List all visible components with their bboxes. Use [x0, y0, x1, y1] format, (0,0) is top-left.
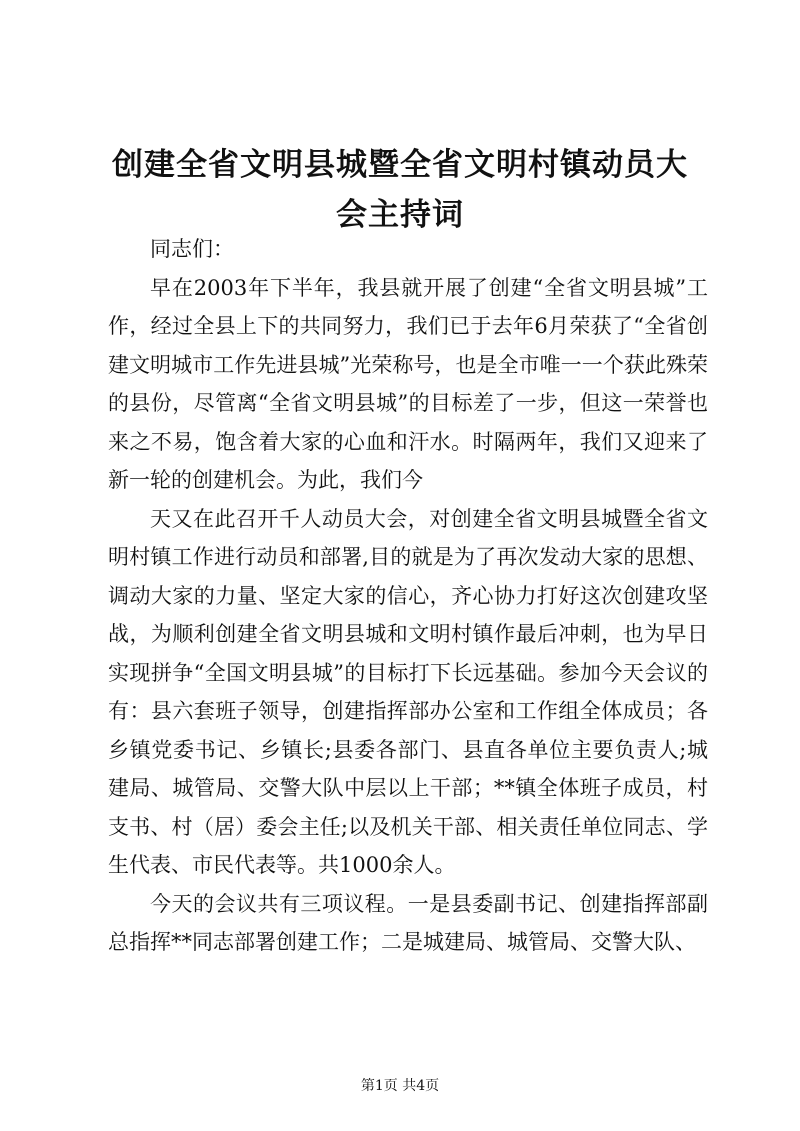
body-paragraph: 今天的会议共有三项议程。一是县委副书记、创建指挥部副总指挥**同志部署创建工作；二是城建局、城管局、交警大队、 — [108, 891, 708, 954]
page-number-footer: 第1页 共4页 — [360, 1078, 440, 1094]
document-title: 创建全省文明县城暨全省文明村镇动员大会主持词 — [112, 147, 688, 233]
body-paragraph: 天又在此召开千人动员大会，对创建全省文明县城暨全省文明村镇工作进行动员和部署,目的就是为了再次发动大家的思想、调动大家的力量、坚定大家的信心，齐心协力打好这次创建攻坚战，为顺利创建全省文明县城和文明村镇作最后冲刺，也为早日实现拼争“全国文明县城”的目标打下长远基础。参加今天会议的有：县六套班子领导，创建指挥部办公室和工作组全体成员；各乡镇党委书记、乡镇长;县委各部门、县直各单位主要负责人;城建局、城管局、交警大队中层以上干部；**镇全体班子成员，村支书、村（居）委会主任;以及机关干部、相关责任单位同志、学生代表、市民代表等。共1000余人。 — [108, 506, 708, 877]
body-paragraph: 早在2003年下半年，我县就开展了创建“全省文明县城”工作，经过全县上下的共同努力，我们已于去年6月荣获了“全省创建文明城市工作先进县城”光荣称号，也是全市唯一一个获此殊荣的县份，尽管离“全省文明县城”的目标差了一步，但这一荣誉也来之不易，饱含着大家的心血和汗水。时隔两年，我们又迎来了新一轮的创建机会。为此，我们今 — [108, 275, 708, 492]
greeting-paragraph: 同志们： — [150, 237, 234, 261]
document-body — [108, 230, 708, 962]
